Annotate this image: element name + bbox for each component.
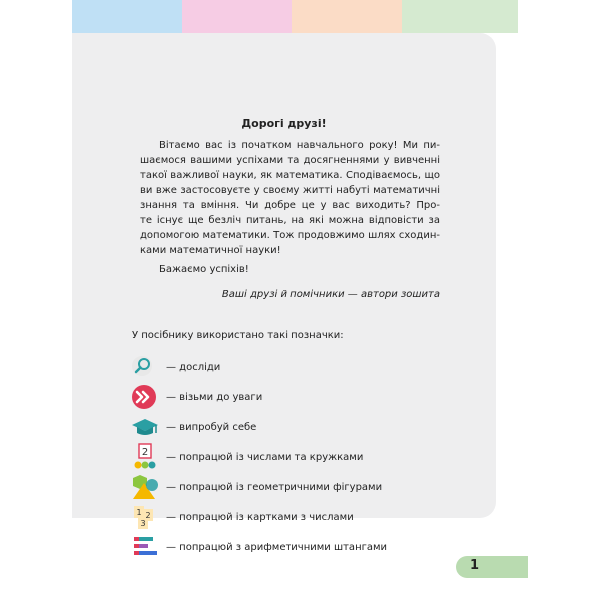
page-title: Дорогі друзі! xyxy=(241,117,327,130)
legend-item xyxy=(128,532,387,562)
color-tabs xyxy=(72,0,518,33)
signature: Ваші друзі й помічники — автори зошита xyxy=(221,289,440,300)
number-card-dots-icon xyxy=(128,443,162,471)
legend-text: — попрацюй із числами та кружками xyxy=(166,451,364,463)
card-number: 2 xyxy=(141,447,149,458)
page-number: 1 xyxy=(470,558,480,573)
intro-paragraph xyxy=(140,138,440,258)
double-chevron-icon xyxy=(128,383,162,411)
legend-title: У посібнику використано такі позначки: xyxy=(132,330,344,341)
legend-list xyxy=(128,352,387,562)
card-number: 2 xyxy=(145,511,151,520)
card-number: 1 xyxy=(136,508,142,517)
magnifier-icon xyxy=(128,353,162,381)
legend-text: — попрацюй з арифметичними штангами xyxy=(166,541,388,553)
arithmetic-bars-icon xyxy=(128,533,162,561)
intro-line: знання та вміння. Чи добре це у вас виходить? Про- xyxy=(140,200,440,211)
intro-line: те існує ще безліч питань, на які можна відповісти за xyxy=(140,215,440,226)
legend-text: — досліди xyxy=(166,361,221,373)
legend-item xyxy=(128,442,387,472)
legend-text: — попрацюй із геометричними фігурами xyxy=(166,481,383,493)
legend-text: — візьми до уваги xyxy=(166,391,263,403)
legend-item xyxy=(128,412,387,442)
page-number-tab xyxy=(456,556,528,578)
card-number: 3 xyxy=(140,519,146,528)
tab-peach xyxy=(292,0,402,33)
intro-line: такої важливої науки, як математика. Сподіваємось, що xyxy=(140,170,440,181)
tab-pink xyxy=(182,0,292,33)
intro-line: ками математичної науки! xyxy=(140,245,281,256)
legend-item xyxy=(128,502,387,532)
legend-item xyxy=(128,382,387,412)
intro-line: допомогою математики. Тож продовжимо шлях сходин- xyxy=(140,230,440,241)
wish-text: Бажаємо успіхів! xyxy=(159,264,249,275)
legend-item xyxy=(128,472,387,502)
intro-line: шаємося вашими успіхами та досягненнями у вивченні xyxy=(140,155,440,166)
intro-line: Вітаємо вас із початком навчального року! Ми пи- xyxy=(159,140,440,151)
intro-line: ви вже застосовуєте у своєму житті набуті математичні xyxy=(140,185,440,196)
tab-blue xyxy=(72,0,182,33)
legend-item xyxy=(128,352,387,382)
number-cards-icon xyxy=(128,503,162,531)
tab-green xyxy=(402,0,518,33)
graduation-cap-icon xyxy=(128,413,162,441)
geometric-shapes-icon xyxy=(128,473,162,501)
legend-text: — попрацюй із картками з числами xyxy=(166,511,354,523)
legend-text: — випробуй себе xyxy=(166,421,257,433)
